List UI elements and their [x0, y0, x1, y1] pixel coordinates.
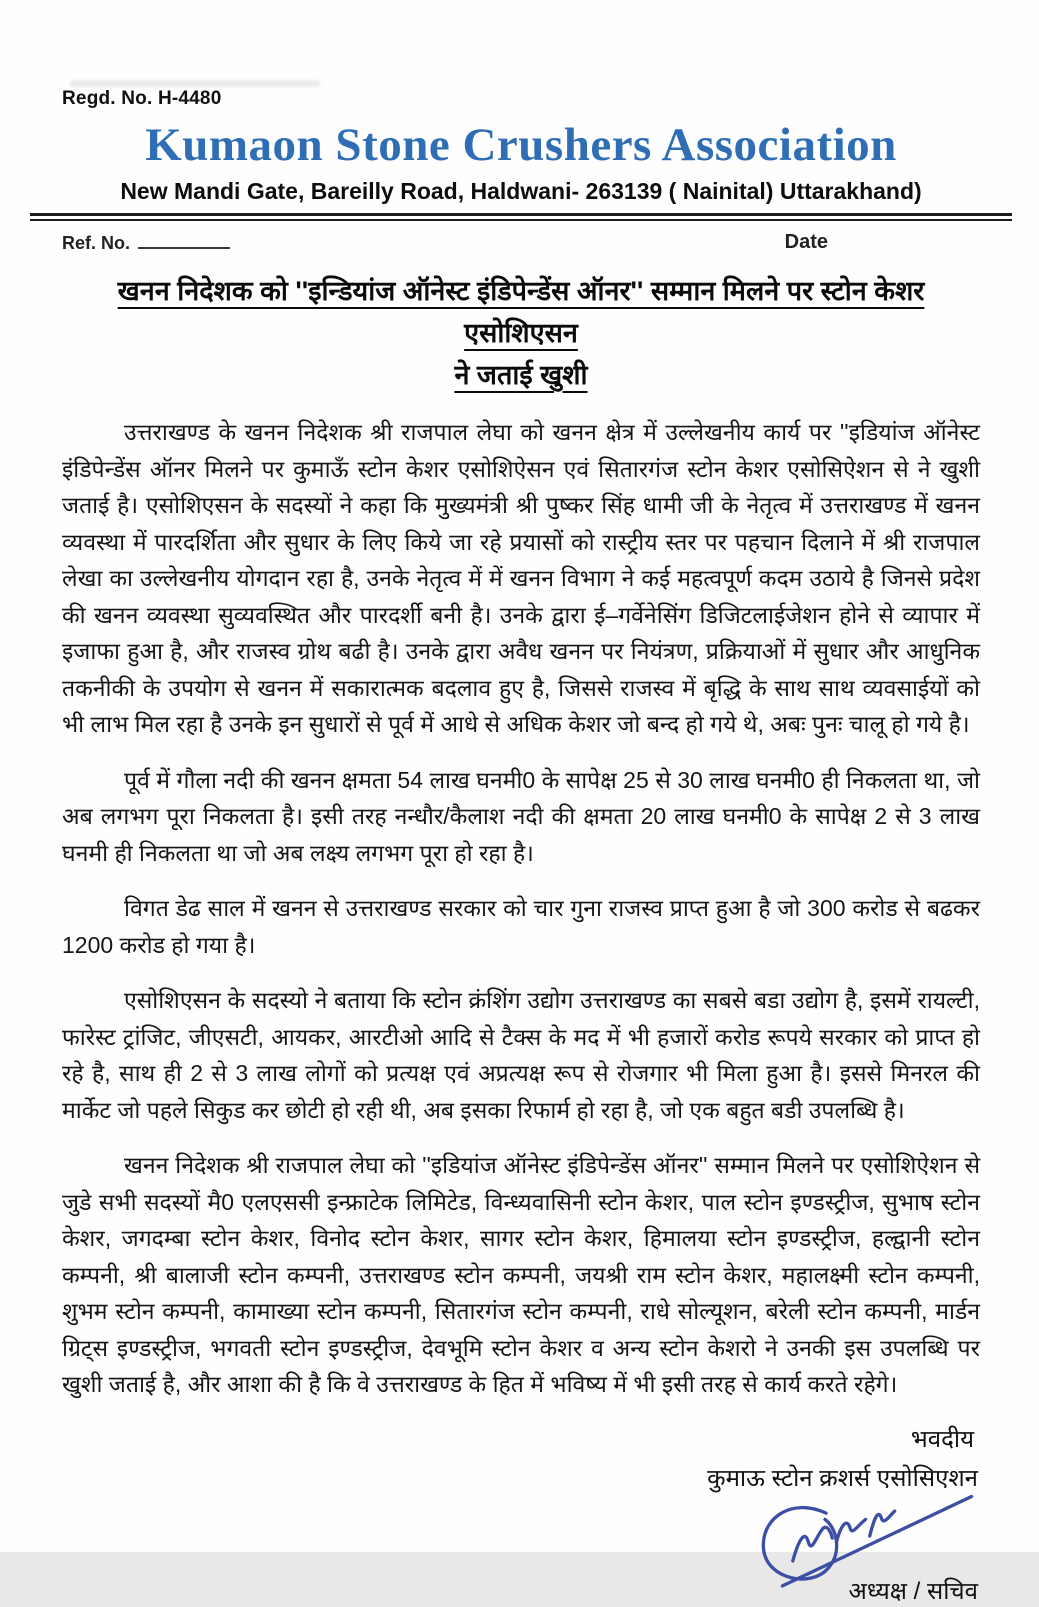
org-address: New Mandi Gate, Bareilly Road, Haldwani- 263139 ( Nainital) Uttarakhand) — [120, 178, 922, 204]
signature-block — [62, 1422, 980, 1607]
ref-no-text: Ref. No. — [62, 233, 131, 253]
ref-no-label — [62, 233, 230, 254]
signatory-org: कुमाऊ स्टोन क्रशर्स एसोसिएशन — [707, 1464, 978, 1492]
designation: अध्यक्ष / सचिव — [848, 1577, 978, 1605]
paragraph-industry: एसोशिएसन के सदस्यो ने बताया कि स्टोन क्रंशिंग उद्योग उत्तराखण्ड का सबसे बडा उद्योग है, इसमें रायल्टी, फारेस्ट ट्रांजिट, जीएसटी, आयकर, आरटीओ आदि से टैक्स के मद में भी हजारों करोड रूपये सरकार को प्राप्त हो रहे है, साथ ही 2 से 3 लाख लोगों को प्रत्यक्ष एवं अप्रत्यक्ष रूप से रोजगार भी मिला हुआ है। इससे मिनरल की मार्केट जो पहले सिकुड कर छोटी हो रही थी, अब इसका रिफार्म हो रहा है, जो एक बहुत बडी उपलब्धि है। — [62, 987, 980, 1123]
closing-word: भवदीय — [910, 1425, 974, 1453]
paragraph-revenue: विगत डेढ साल में खनन से उत्तराखण्ड सरकार को चार गुना राजस्व प्राप्त हुआ है जो 300 करोड से बढकर 1200 करोड हो गया है। — [62, 895, 980, 958]
letter-body — [62, 414, 980, 1403]
regd-no: Regd. No. H-4480 — [62, 88, 222, 109]
paragraph-members-list: खनन निदेशक श्री राजपाल लेघा को ''इडियांज ऑनेस्ट इंडिपेन्डेंस ऑनर'' सम्मान मिलने पर एसोशिऐशन से जुडे सभी सदस्यों मै0 एलएससी इन्फ्राटेक लिमिटेड, विन्ध्यवासिनी स्टोन केशर, पाल स्टोन इण्डस्ट्रीज, सुभाष स्टोन केशर, जगदम्बा स्टोन केशर, विनोद स्टोन केशर, सागर स्टोन केशर, हिमालया स्टोन इण्डस्ट्रीज, हल्द्वानी स्टोन कम्पनी, श्री बालाजी स्टोन कम्पनी, उत्तराखण्ड स्टोन कम्पनी, जयश्री राम स्टोन केशर, महालक्ष्मी स्टोन कम्पनी, शुभम स्टोन कम्पनी, कामाख्या स्टोन कम्पनी, सितारगंज स्टोन कम्पनी, राधे सोल्यूशन, बरेली स्टोन कम्पनी, मार्डन ग्रिट्स इण्डस्ट्रीज, भगवती स्टोन इण्डस्ट्रीज, देवभूमि स्टोन केशर व अन्य स्टोन केशरो ने उनकी इस उपलब्धि पर खुशी जताई है, और आशा की है कि वे उत्तराखण्ड के हित में भविष्य में भी इसी तरह से कार्य करते रहेगे। — [62, 1152, 980, 1397]
scan-artifact — [70, 80, 320, 87]
ref-no-blank-line — [138, 243, 230, 249]
meta-row — [62, 231, 980, 254]
date-label: Date — [784, 231, 828, 253]
org-title: Kumaon Stone Crushers Association — [145, 119, 897, 171]
headline-line-2: ने जताई खुशी — [454, 360, 588, 390]
headline-line-1: खनन निदेशक को ''इन्डियांज ऑनेस्ट इंडिपेन्डेंस ऑनर'' सम्मान मिलने पर स्टोन केशर एसोशिएसन — [117, 276, 925, 348]
headline — [62, 270, 980, 396]
handwritten-signature-ink — [726, 1482, 976, 1588]
paragraph-gaula-river: पूर्व में गौला नदी की खनन क्षमता 54 लाख घनमी0 के सापेक्ष 25 से 30 लाख घनमी0 ही निकलता था, जो अब लगभग पूरा निकलता है। इसी तरह नन्धौर/कैलाश नदी की क्षमता 20 लाख घनमी0 के सापेक्ष 2 से 3 लाख घनमी ही निकलता था जो अब लक्ष्य लगभग पूरा हो रहा है। — [62, 766, 980, 866]
header-divider — [30, 213, 1012, 221]
paragraph-intro: उत्तराखण्ड के खनन निदेशक श्री राजपाल लेघा को खनन क्षेत्र में उल्लेखनीय कार्य पर ''इडियांज ऑनेस्ट इंडिपेन्डेंस ऑनर मिलने पर कुमाऊँ स्टोन केशर एसोशिऐसन एवं सितारगंज स्टोन केशर एसोसिऐशन से ने खुशी जताई है। एसोशिएसन के सदस्यों ने कहा कि मुख्यमंत्री श्री पुष्कर सिंह धामी जी के नेतृत्व में उत्तराखण्ड में खनन व्यवस्था में पारदर्शिता और सुधार के लिए किये जा रहे प्रयासों को रास्ट्रीय स्तर पर पहचान दिलाने में श्री राजपाल लेखा का उल्लेखनीय योगदान रहा है, उनके नेतृत्व में में खनन विभाग ने कई महत्वपूर्ण कदम उठाये है जिनसे प्रदेश की खनन व्यवस्था सुव्यवस्थित और पारदर्शी बनी है। उनके द्वारा ई–गर्वेनेसिंग डिजिटलाईजेशन होने से व्यापार में इजाफा हुआ है, और राजस्व ग्रोथ बढी है। उनके द्वारा अवैध खनन पर नियंत्रण, प्रक्रियाओं में सुधार और आधुनिक तकनीकी के उपयोग से खनन में सकारात्मक बदलाव हुए है, जिससे राजस्व में बृद्धि के साथ साथ व्यवसाईयों को भी लाभ मिल रहा है उनके इन सुधारों से पूर्व में आधे से अधिक केशर जो बन्द हो गये थे, अबः पुनः चालू हो गये है। — [62, 419, 980, 737]
